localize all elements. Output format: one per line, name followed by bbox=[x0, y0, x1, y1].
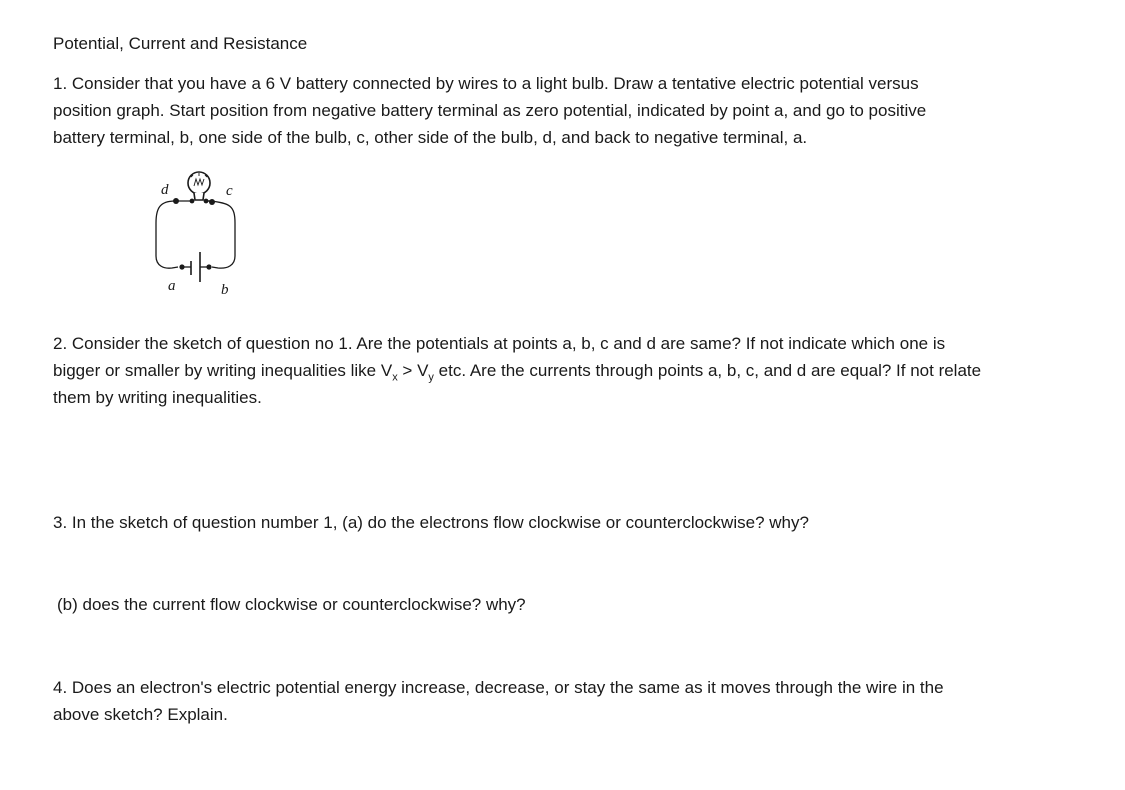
circuit-wire-right bbox=[190, 201, 235, 268]
question-3b: (b) does the current flow clockwise or counterclockwise? why? bbox=[57, 595, 526, 614]
circuit-wire bbox=[156, 201, 178, 268]
question-1 bbox=[53, 70, 926, 151]
point-d-inner-dot bbox=[190, 199, 195, 204]
question-4-line-1: 4. Does an electron's electric potential energy increase, decrease, or stay the same as it moves through the wire in the bbox=[53, 678, 944, 697]
circuit-diagram bbox=[150, 168, 250, 296]
point-b-dot bbox=[206, 264, 211, 269]
label-a: a bbox=[168, 278, 176, 294]
label-c: c bbox=[226, 183, 233, 199]
q2-text-b: etc. Are the currents through points a, b, c, and d are equal? If not relate bbox=[433, 361, 982, 380]
label-b: b bbox=[221, 282, 229, 296]
point-d-dot bbox=[173, 198, 179, 204]
q2-text-mid: > V bbox=[397, 361, 429, 380]
question-1-line-1: 1. Consider that you have a 6 V battery connected by wires to a light bulb. Draw a tentative electric potential versus bbox=[53, 74, 919, 93]
question-1-line-2: position graph. Start position from negative battery terminal as zero potential, indicated by point a, and go to positive bbox=[53, 101, 927, 120]
question-4-line-2: above sketch? Explain. bbox=[53, 705, 228, 724]
subscript-y: y bbox=[428, 371, 434, 384]
light-bulb-icon bbox=[188, 172, 210, 200]
page-title: Potential, Current and Resistance bbox=[53, 34, 308, 53]
point-c-dot bbox=[209, 199, 215, 205]
point-a-dot bbox=[179, 264, 184, 269]
question-3a: 3. In the sketch of question number 1, (a) do the electrons flow clockwise or counterclockwise? why? bbox=[53, 513, 809, 532]
question-2-line-1: 2. Consider the sketch of question no 1. Are the potentials at points a, b, c and d are same? If not indicate which one is bbox=[53, 334, 946, 353]
question-1-line-3: battery terminal, b, one side of the bulb, c, other side of the bulb, d, and back to negative terminal, a. bbox=[53, 128, 808, 147]
question-2-line-2 bbox=[53, 357, 981, 384]
question-2 bbox=[53, 330, 981, 411]
question-4 bbox=[53, 674, 944, 728]
q2-text-a: bigger or smaller by writing inequalities like V bbox=[53, 361, 393, 380]
question-2-line-3: them by writing inequalities. bbox=[53, 388, 262, 407]
subscript-x: x bbox=[392, 371, 398, 384]
point-c-inner-dot bbox=[204, 199, 209, 204]
label-d: d bbox=[161, 182, 169, 198]
